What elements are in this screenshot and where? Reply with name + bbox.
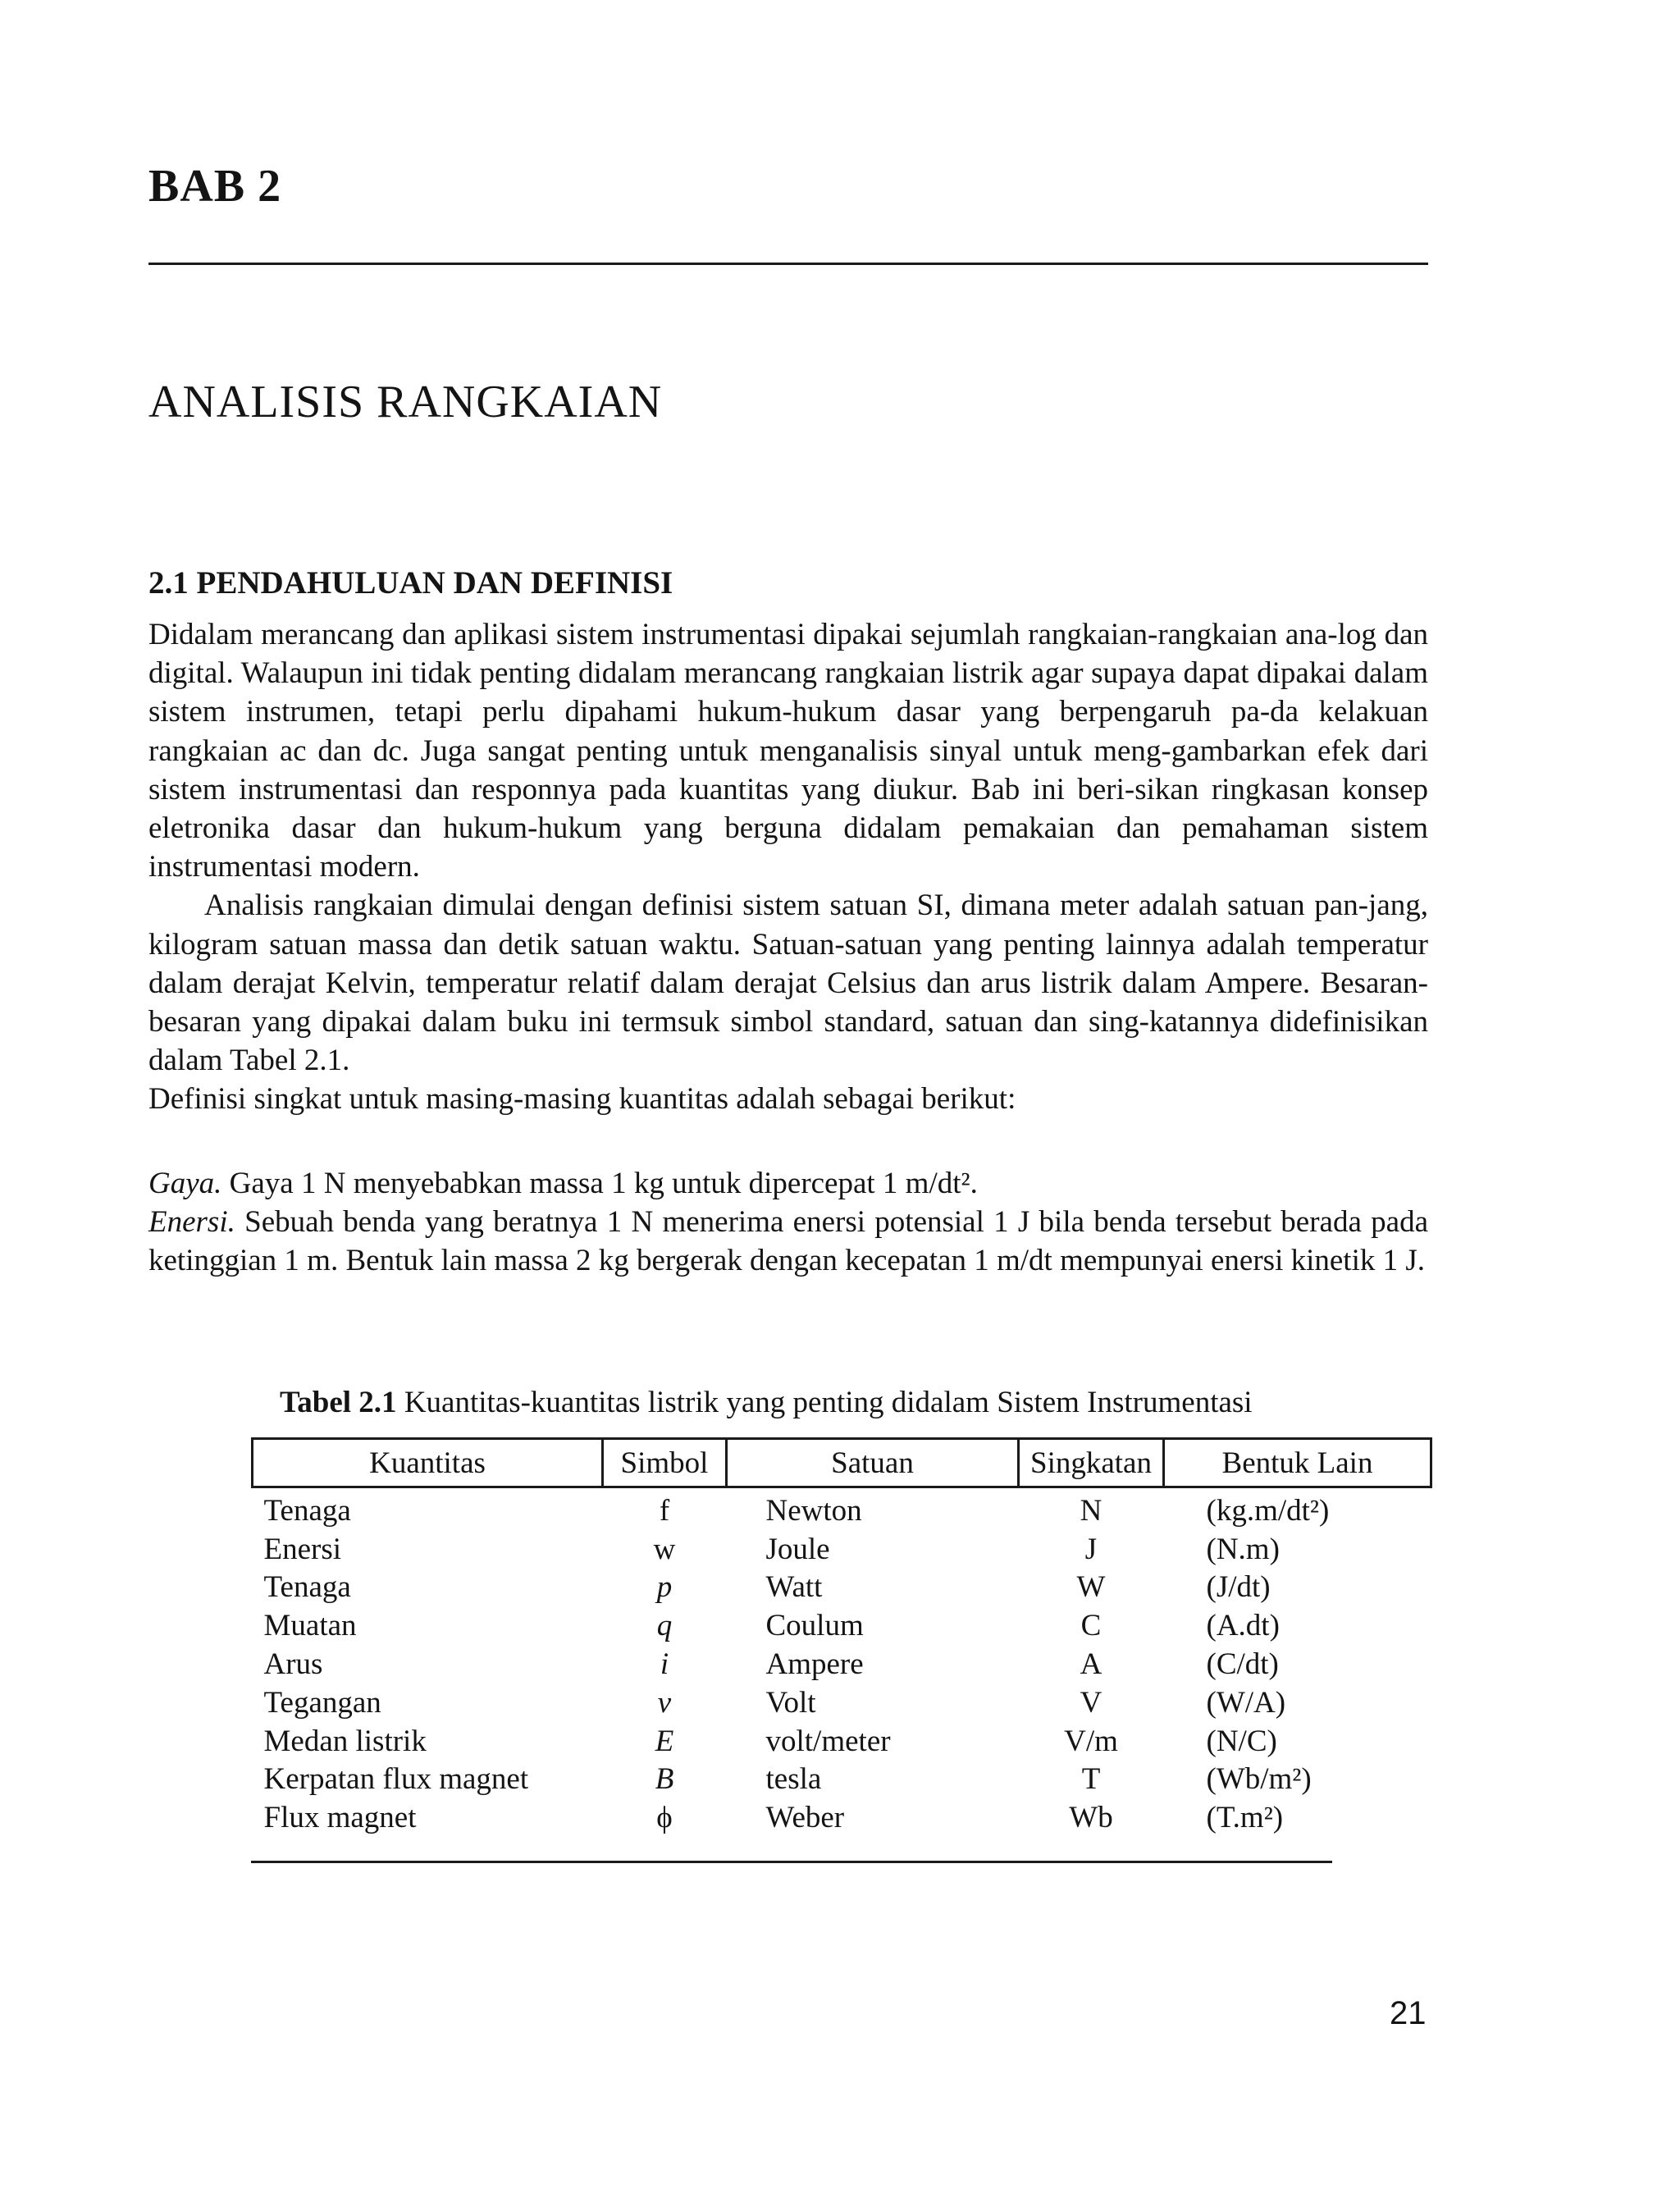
chapter-label: BAB 2 [148,161,282,212]
cell-singkatan: W [1076,1570,1106,1605]
cell-kuantitas: Medan listrik [263,1724,427,1758]
table-row [253,1761,1431,1799]
cell-bentuk-lain: (kg.m/dt²) [1206,1493,1330,1528]
cell-satuan: Ampere [765,1647,864,1682]
table-row [253,1569,1431,1607]
cell-singkatan: Wb [1069,1801,1113,1835]
cell-kuantitas: Muatan [263,1609,357,1643]
table-row [253,1683,1431,1722]
cell-simbol: f [659,1493,670,1528]
header-simbol: Simbol [603,1439,727,1487]
cell-simbol: E [655,1724,674,1758]
table-row [253,1530,1431,1569]
cell-kuantitas: Flux magnet [263,1801,417,1835]
table-bottom-rule [251,1861,1332,1863]
cell-singkatan: V/m [1064,1724,1118,1758]
header-kuantitas: Kuantitas [253,1439,603,1487]
table-row [253,1606,1431,1645]
chapter-title: ANALISIS RANGKAIAN [148,377,663,427]
cell-kuantitas: Arus [263,1647,323,1682]
table-row [253,1487,1431,1530]
definition-gaya [148,1164,1428,1203]
cell-satuan: Joule [765,1532,830,1566]
chapter-divider [148,263,1428,265]
spacer [148,1119,1428,1164]
cell-bentuk-lain: (N.m) [1206,1532,1280,1566]
cell-singkatan: A [1080,1647,1102,1682]
page-number: 21 [1390,1995,1427,2031]
table-row [253,1645,1431,1683]
quantities-table [251,1437,1432,1837]
cell-satuan: Volt [765,1685,816,1720]
header-singkatan: Singkatan [1019,1439,1164,1487]
paragraph-intro: Didalam merancang dan aplikasi sistem instrumentasi dipakai sejumlah rangkaian-rangkaian ana-log dan digital. Walaupun ini tidak penting didalam merancang rangkaian listrik agar supaya dapat dipakai dalam sistem instrumen, tetapi perlu dipahami hukum-hukum dasar yang berpengaruh pa-da kelakuan rangkaian ac dan dc. Juga sangat penting untuk menganalisis sinyal untuk meng-gambarkan efek dari sistem instrumentasi dan responnya pada kuantitas yang diukur. Bab ini beri-sikan ringkasan konsep eletronika dasar dan hukum-hukum yang berguna didalam pemakaian dan pemahaman sistem instrumentasi modern. [148,618,1428,884]
definition-term: Enersi. [148,1204,235,1239]
cell-kuantitas: Tenaga [263,1570,351,1605]
cell-kuantitas: Enersi [263,1532,342,1566]
cell-bentuk-lain: (Wb/m²) [1206,1762,1312,1797]
paragraph-si-units: Analisis rangkaian dimulai dengan definisi sistem satuan SI, dimana meter adalah satuan pan-jang, kilogram satuan massa dan detik satuan waktu. Satuan-satuan yang penting lainnya adalah temperatur dalam derajat Kelvin, temperatur relatif dalam derajat Celsius dan arus listrik dalam Ampere. Besaran-besaran yang dipakai dalam buku ini termsuk simbol standard, satuan dan sing-katannya didefinisikan dalam Tabel 2.1. [148,889,1428,1078]
cell-satuan: Watt [765,1570,823,1605]
table-row [253,1722,1431,1761]
table-header-row [253,1439,1431,1487]
cell-bentuk-lain: (W/A) [1206,1685,1286,1720]
cell-singkatan: V [1080,1685,1102,1720]
cell-simbol: q [656,1609,673,1643]
cell-singkatan: N [1080,1493,1102,1528]
cell-kuantitas: Tegangan [263,1685,381,1720]
cell-singkatan: J [1084,1532,1098,1566]
section-heading: 2.1 PENDAHULUAN DAN DEFINISI [148,565,673,601]
definition-text: Sebuah benda yang beratnya 1 N menerima enersi potensial 1 J bila benda tersebut berada pada ketinggian 1 m. Bentuk lain massa 2 kg bergerak dengan kecepatan 1 m/dt mempunyai enersi kinetik 1 J. [148,1204,1428,1278]
paragraph-definitions-lead: Definisi singkat untuk masing-masing kuantitas adalah sebagai berikut: [148,1082,1016,1117]
cell-simbol: ϕ [656,1801,673,1835]
table-row [253,1798,1431,1837]
cell-satuan: Weber [765,1801,845,1835]
cell-simbol: B [655,1762,674,1797]
cell-bentuk-lain: (N/C) [1206,1724,1277,1758]
cell-bentuk-lain: (J/dt) [1206,1570,1271,1605]
table-body [253,1487,1431,1838]
cell-simbol: w [653,1532,676,1566]
header-bentuk-lain: Bentuk Lain [1164,1439,1431,1487]
table-caption [280,1385,1253,1420]
cell-simbol: p [656,1570,673,1605]
definition-text: Gaya 1 N menyebabkan massa 1 kg untuk dipercepat 1 m/dt². [221,1166,978,1200]
cell-satuan: tesla [765,1762,822,1797]
cell-simbol: v [657,1685,672,1720]
cell-bentuk-lain: (A.dt) [1206,1609,1280,1643]
cell-satuan: volt/meter [765,1724,891,1758]
table-caption-text: Kuantitas-kuantitas listrik yang penting didalam Sistem Instrumentasi [396,1386,1253,1419]
cell-satuan: Newton [765,1493,862,1528]
cell-bentuk-lain: (C/dt) [1206,1647,1279,1682]
table-caption-label: Tabel 2.1 [280,1386,397,1419]
cell-satuan: Coulum [765,1609,864,1643]
cell-singkatan: C [1080,1609,1102,1643]
cell-bentuk-lain: (T.m²) [1206,1801,1284,1835]
cell-kuantitas: Tenaga [263,1493,351,1528]
cell-kuantitas: Kerpatan flux magnet [263,1762,529,1797]
section-body [148,615,1428,1280]
cell-simbol: i [660,1647,669,1682]
header-satuan: Satuan [727,1439,1019,1487]
definition-term: Gaya. [148,1166,222,1200]
definition-enersi [148,1203,1428,1280]
cell-singkatan: T [1081,1762,1101,1797]
